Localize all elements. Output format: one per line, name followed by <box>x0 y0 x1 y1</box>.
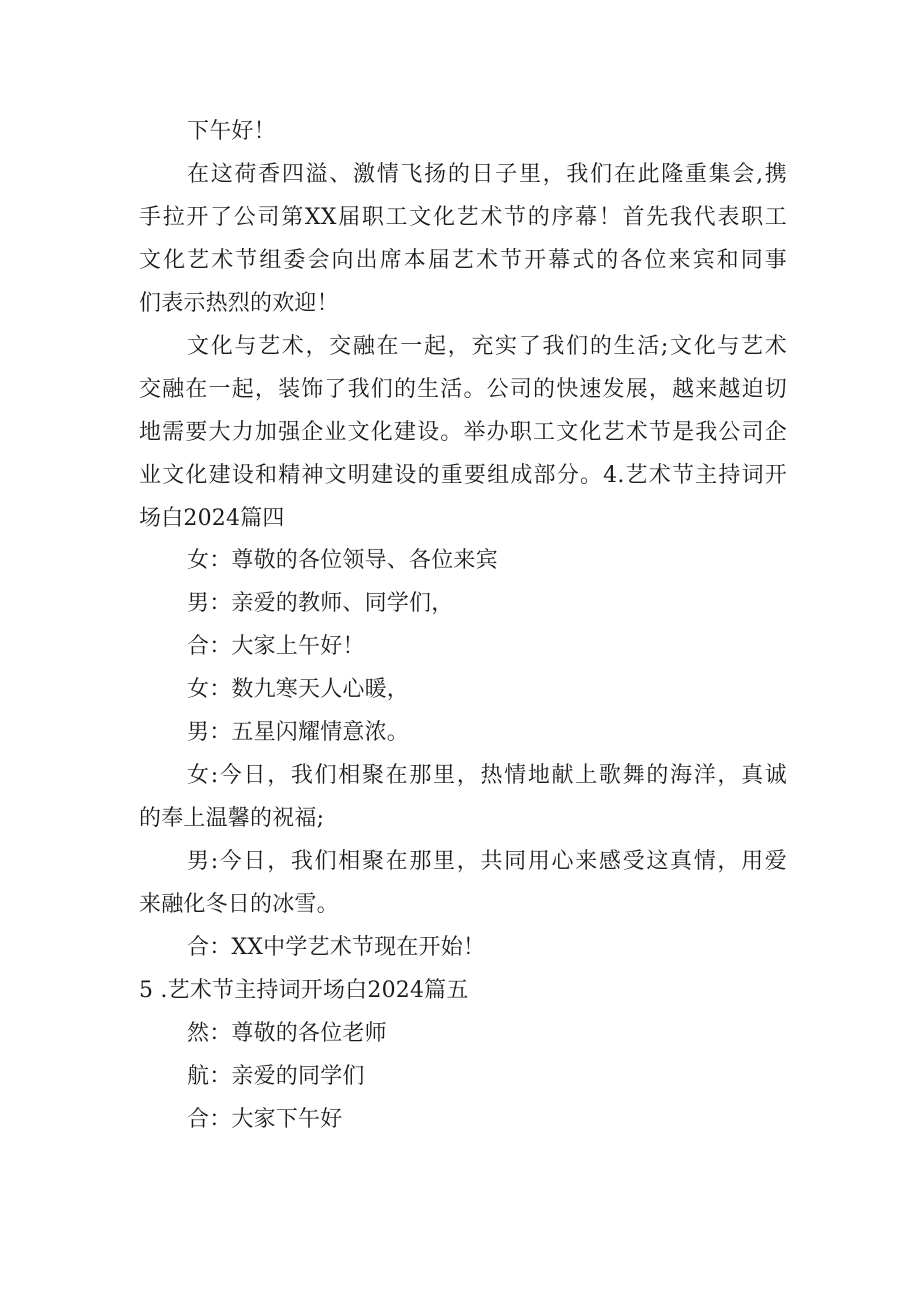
dialogue-line: 女：尊敬的各位领导、各位来宾 <box>187 548 498 573</box>
dialogue-line: 合：大家下午好 <box>187 1107 343 1132</box>
greeting-line: 下午好！ <box>187 119 276 144</box>
paragraph-2-line-4: 业文化建设和精神文明建设的重要组成部分。4.艺术节主持词开 <box>139 463 787 488</box>
paragraph-1-line-2: 手拉开了公司第XX届职工文化艺术节的序幕！首先我代表职工 <box>139 205 787 230</box>
dialogue-line-continued: 来融化冬日的冰雪。 <box>139 892 339 917</box>
paragraph-1-line-4: 们表示热烈的欢迎！ <box>139 291 339 316</box>
paragraph-2-line-3: 地需要大力加强企业文化建设。举办职工文化艺术节是我公司企 <box>139 420 787 445</box>
dialogue-line: 女:今日，我们相聚在那里，热情地献上歌舞的海洋，真诚 <box>187 763 787 788</box>
dialogue-line-continued: 的奉上温馨的祝福; <box>139 806 325 831</box>
dialogue-line: 合：大家上午好！ <box>187 634 365 659</box>
dialogue-line: 然：尊敬的各位老师 <box>187 1021 387 1046</box>
dialogue-line: 男：亲爱的教师、同学们， <box>187 591 454 616</box>
paragraph-2-line-5: 场白2024篇四 <box>139 506 285 531</box>
section-heading: 5 .艺术节主持词开场白2024篇五 <box>139 978 469 1003</box>
paragraph-2-line-1: 文化与艺术，交融在一起，充实了我们的生活;文化与艺术 <box>187 334 787 359</box>
paragraph-2-line-2: 交融在一起，装饰了我们的生活。公司的快速发展，越来越迫切 <box>139 377 787 402</box>
dialogue-line: 女：数九寒天人心暖， <box>187 677 410 702</box>
dialogue-line: 男：五星闪耀情意浓。 <box>187 720 410 745</box>
dialogue-line: 合：XX中学艺术节现在开始！ <box>187 935 486 960</box>
dialogue-line: 航：亲爱的同学们 <box>187 1064 365 1089</box>
dialogue-line: 男:今日，我们相聚在那里，共同用心来感受这真情，用爱 <box>187 849 787 874</box>
paragraph-1-line-3: 文化艺术节组委会向出席本届艺术节开幕式的各位来宾和同事 <box>139 248 787 273</box>
paragraph-1-line-1: 在这荷香四溢、激情飞扬的日子里，我们在此隆重集会,携 <box>187 162 787 187</box>
